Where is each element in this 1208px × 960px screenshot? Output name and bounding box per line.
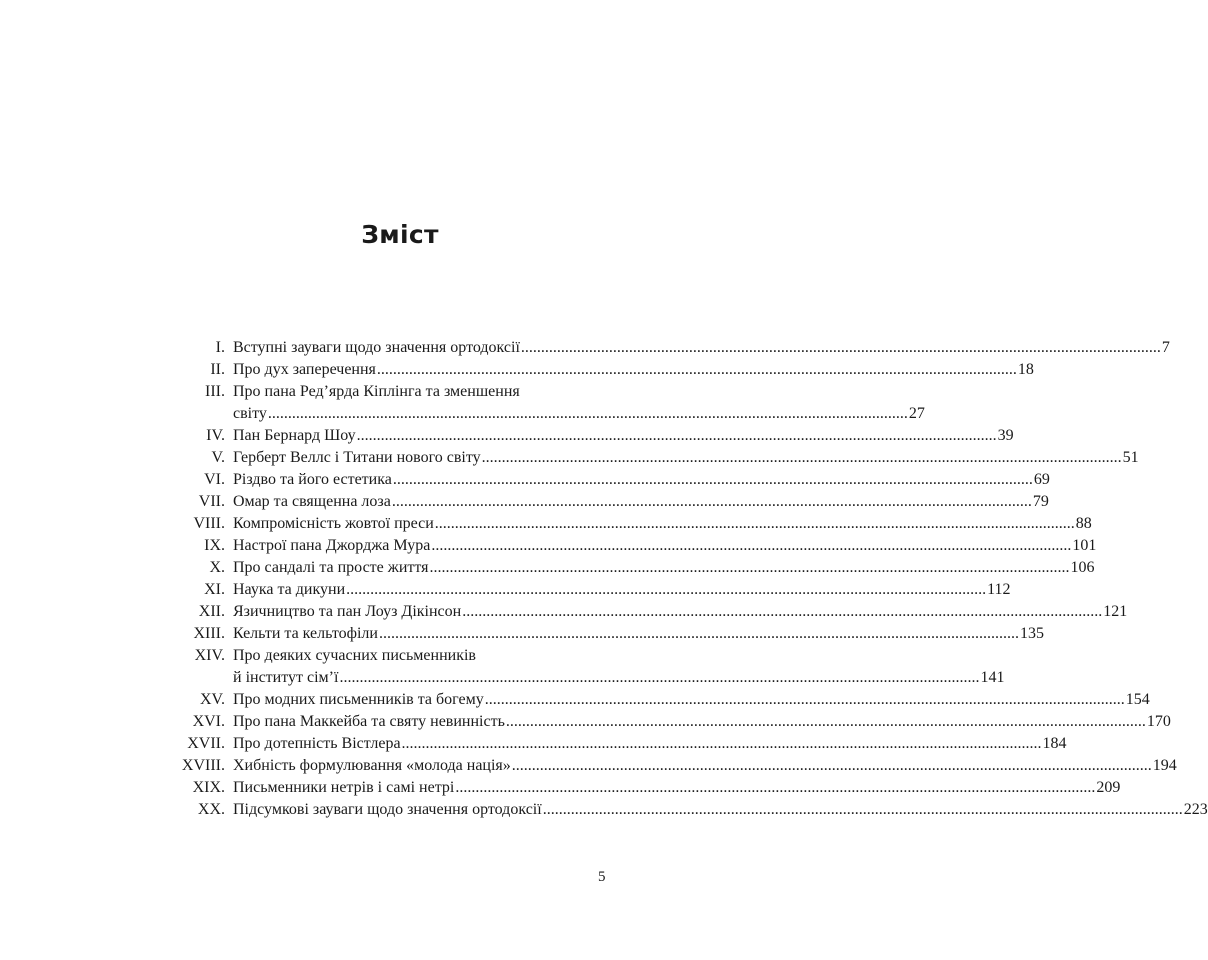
chapter-title: Підсумкові зауваги щодо значення ортодоксії [233,801,542,818]
chapter-body [233,645,1004,689]
chapter-title-line [233,689,1150,711]
chapter-title-line [233,381,925,403]
chapter-number: IX. [204,537,225,554]
chapter-title: Компромісність жовтої преси [233,515,434,532]
chapter-number: IV. [206,427,225,444]
chapter-number: XV. [199,691,225,708]
chapter-number: XI. [204,581,225,598]
chapter-number: X. [209,559,225,576]
chapter-body [233,513,1092,535]
toc-entry [170,755,1177,777]
chapter-body [233,447,1139,469]
dot-leader [462,601,1102,623]
dot-leader [339,667,979,689]
chapter-title-line [233,623,1044,645]
chapter-number: VII. [198,493,225,510]
chapter-body [233,491,1049,513]
chapter-body [233,425,1014,447]
chapter-page-number: 79 [1032,493,1049,510]
chapter-title: Наука та дикуни [233,581,346,598]
toc-entry [170,381,925,425]
chapter-page-number: 184 [1042,735,1067,752]
chapter-title-line [233,425,1014,447]
chapter-title-line [233,579,1011,601]
chapter-title-line [233,535,1096,557]
toc-entry [170,557,1095,579]
chapter-page-number: 135 [1019,625,1044,642]
chapter-page-number: 141 [980,669,1005,686]
chapter-page-number: 7 [1161,339,1170,356]
toc-entry [170,513,1092,535]
toc-entry [170,469,1050,491]
chapter-body [233,689,1150,711]
dot-leader [455,777,1095,799]
chapter-page-number: 154 [1125,691,1150,708]
chapter-title: Письменники нетрів і самі нетрі [233,779,455,796]
chapter-title: Про пана Маккейба та святу невинність [233,713,505,730]
chapter-page-number: 39 [997,427,1014,444]
chapter-body [233,469,1050,491]
chapter-title: Про сандалі та просте життя [233,559,429,576]
toc-entry [170,601,1128,623]
chapter-title: Про деяких сучасних письменників [233,647,476,664]
toc-entry [170,535,1097,557]
dot-leader [431,535,1071,557]
chapter-title: Про дотепність Вістлера [233,735,401,752]
chapter-title: Язичництво та пан Лоуз Дікінсон [233,603,462,620]
chapter-number: XX. [197,801,225,818]
chapter-body [233,535,1096,557]
dot-leader [485,689,1125,711]
chapter-page-number: 170 [1146,713,1171,730]
chapter-number: XVI. [192,713,225,730]
dot-leader [521,337,1161,359]
table-of-contents [170,337,1208,821]
chapter-title-line [233,447,1139,469]
chapter-number: XII. [198,603,225,620]
dot-leader [506,711,1146,733]
chapter-title: Про модних письменників та богему [233,691,484,708]
dot-leader [346,579,986,601]
chapter-number: I. [215,339,225,356]
toc-entry [170,623,1044,645]
chapter-title: світу [233,405,267,422]
toc-entry [170,359,1034,381]
chapter-title-line [233,733,1067,755]
dot-leader [392,491,1032,513]
chapter-title: Омар та священна лоза [233,493,391,510]
chapter-body [233,711,1171,733]
chapter-page-number: 121 [1103,603,1128,620]
chapter-number: XVII. [187,735,225,752]
dot-leader [402,733,1042,755]
chapter-number: VI. [204,471,225,488]
dot-leader [482,447,1122,469]
chapter-number: III. [205,383,225,400]
chapter-body [233,359,1034,381]
chapter-body [233,755,1177,777]
toc-entry [170,689,1150,711]
chapter-title-line [233,711,1171,733]
toc-entry [170,491,1049,513]
chapter-body [233,337,1170,359]
toc-entry [170,447,1139,469]
chapter-number: VIII. [193,515,225,532]
dot-leader [393,469,1033,491]
chapter-page-number: 51 [1122,449,1139,466]
chapter-body [233,579,1011,601]
chapter-body [233,623,1044,645]
chapter-body [233,777,1120,799]
chapter-page-number: 101 [1072,537,1097,554]
chapter-number: II. [210,361,225,378]
chapter-body [233,557,1095,579]
page-number: 5 [598,869,606,885]
chapter-page-number: 69 [1033,471,1050,488]
chapter-page-number: 112 [987,581,1011,598]
chapter-page-number: 194 [1152,757,1177,774]
chapter-page-number: 209 [1096,779,1121,796]
toc-entry [170,579,1011,601]
dot-leader [268,403,908,425]
chapter-title: Настрої пана Джорджа Мура [233,537,431,554]
chapter-title: Про пана Ред’ярда Кіплінга та зменшення [233,383,520,400]
chapter-title: Вступні зауваги щодо значення ортодоксії [233,339,520,356]
chapter-title-line [233,337,1170,359]
page-title: Зміст [361,220,439,249]
toc-entry [170,645,1005,689]
dot-leader [357,425,997,447]
dot-leader [543,799,1183,821]
chapter-title-line [233,601,1127,623]
chapter-number: XIV. [194,647,225,664]
chapter-number: XIII. [193,625,225,642]
chapter-page-number: 223 [1183,801,1208,818]
chapter-title-line [233,359,1034,381]
toc-entry [170,777,1121,799]
chapter-title-line [233,777,1120,799]
dot-leader [377,359,1017,381]
chapter-title-line [233,645,1004,667]
chapter-title-line [233,799,1208,821]
chapter-body [233,601,1127,623]
chapter-title-line [233,491,1049,513]
chapter-title-line [233,513,1092,535]
dot-leader [430,557,1070,579]
chapter-body [233,733,1067,755]
dot-leader [435,513,1075,535]
dot-leader [512,755,1152,777]
chapter-title-line [233,403,925,425]
chapter-number: V. [211,449,225,466]
chapter-number: XVIII. [181,757,225,774]
chapter-title-line [233,755,1177,777]
chapter-page-number: 106 [1070,559,1095,576]
chapter-page-number: 88 [1075,515,1092,532]
chapter-body [233,381,925,425]
toc-entry [170,733,1067,755]
chapter-title-line [233,667,1004,689]
toc-entry [170,425,1014,447]
chapter-body [233,799,1208,821]
dot-leader [379,623,1019,645]
toc-entry [170,799,1208,821]
chapter-title: Різдво та його естетика [233,471,392,488]
chapter-title: Герберт Веллс і Титани нового світу [233,449,481,466]
chapter-title: Пан Бернард Шоу [233,427,356,444]
chapter-page-number: 27 [908,405,925,422]
chapter-title-line [233,469,1050,491]
chapter-title: й інститут сім’ї [233,669,339,686]
chapter-page-number: 18 [1017,361,1034,378]
chapter-title: Про дух заперечення [233,361,376,378]
chapter-title: Кельти та кельтофіли [233,625,378,642]
chapter-title-line [233,557,1095,579]
toc-entry [170,711,1171,733]
toc-entry [170,337,1170,359]
chapter-number: XIX. [192,779,225,796]
chapter-title: Хибність формулювання «молода нація» [233,757,511,774]
